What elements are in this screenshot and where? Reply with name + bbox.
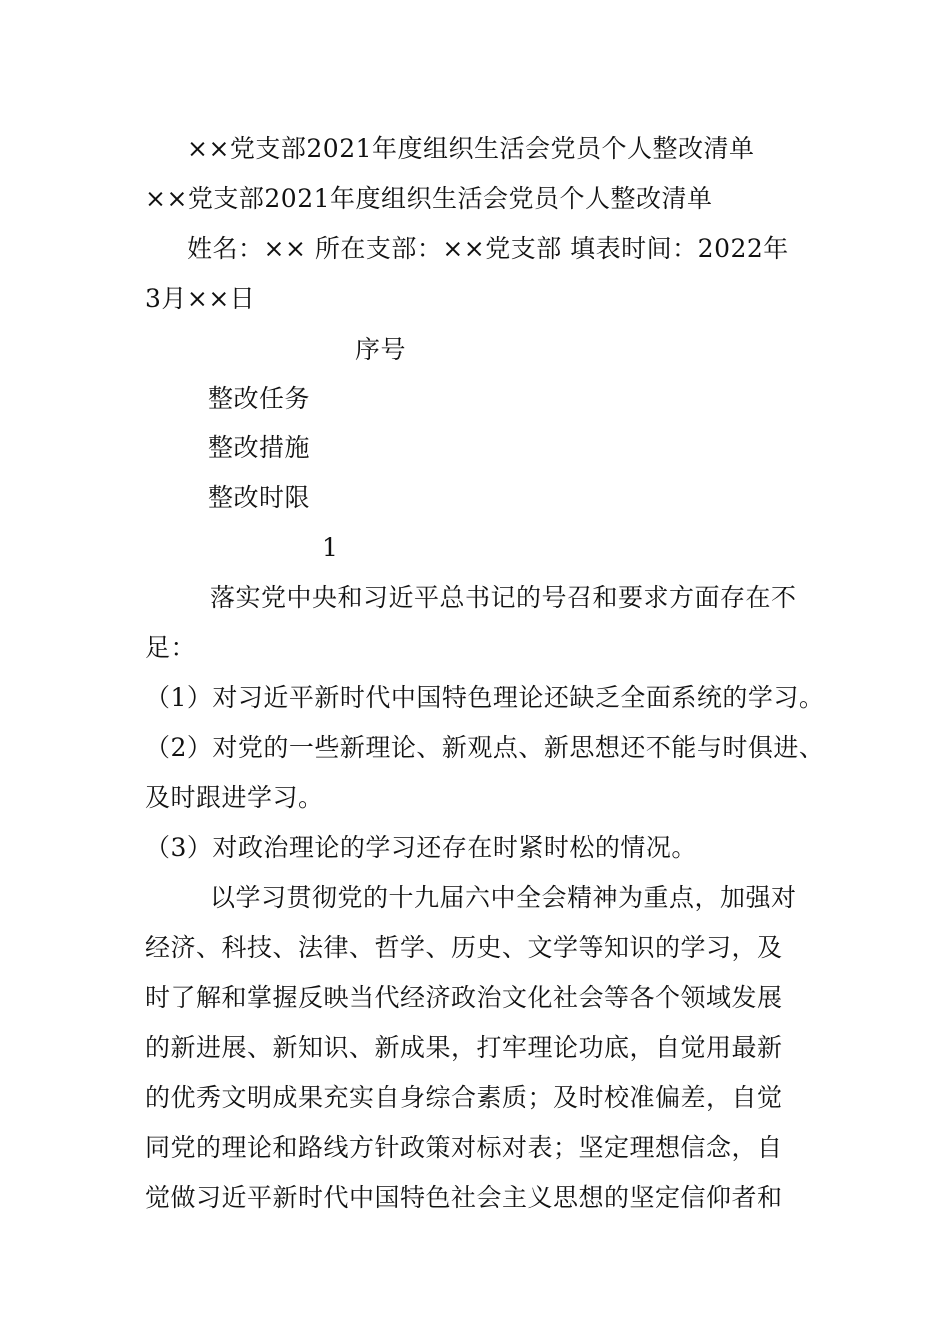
task-line: 及时跟进学习。 bbox=[145, 783, 324, 812]
measure-line: 的新进展、新知识、新成果，打牢理论功底，自觉用最新 bbox=[145, 1033, 783, 1062]
measure-line: 经济、科技、法律、哲学、历史、文学等知识的学习，及 bbox=[145, 933, 783, 962]
task-line: （2）对党的一些新理论、新观点、新思想还不能与时俱进、 bbox=[145, 733, 825, 762]
document-title-repeat: ××党支部2021年度组织生活会党员个人整改清单 bbox=[145, 184, 713, 213]
measure-line: 的优秀文明成果充实自身综合素质；及时校准偏差，自觉 bbox=[145, 1083, 783, 1112]
info-line-date: 3月××日 bbox=[145, 284, 256, 313]
header-deadline: 整改时限 bbox=[208, 483, 311, 512]
header-measure: 整改措施 bbox=[208, 433, 311, 462]
task-line: （1）对习近平新时代中国特色理论还缺乏全面系统的学习。 bbox=[145, 683, 825, 712]
task-line: 落实党中央和习近平总书记的号召和要求方面存在不 bbox=[210, 583, 797, 612]
measure-line: 同党的理论和路线方针政策对标对表；坚定理想信念，自 bbox=[145, 1133, 783, 1162]
document-title: ××党支部2021年度组织生活会党员个人整改清单 bbox=[187, 134, 755, 163]
header-seq: 序号 bbox=[355, 335, 407, 364]
measure-line: 觉做习近平新时代中国特色社会主义思想的坚定信仰者和 bbox=[145, 1183, 783, 1212]
measure-line: 时了解和掌握反映当代经济政治文化社会等各个领域发展 bbox=[145, 983, 783, 1012]
task-line: 足： bbox=[145, 633, 197, 662]
info-line: 姓名：×× 所在支部：××党支部 填表时间：2022年 bbox=[187, 234, 789, 263]
row-number: 1 bbox=[322, 533, 339, 562]
header-task: 整改任务 bbox=[208, 384, 311, 413]
measure-line: 以学习贯彻党的十九届六中全会精神为重点，加强对 bbox=[210, 883, 797, 912]
task-line: （3）对政治理论的学习还存在时紧时松的情况。 bbox=[145, 833, 697, 862]
